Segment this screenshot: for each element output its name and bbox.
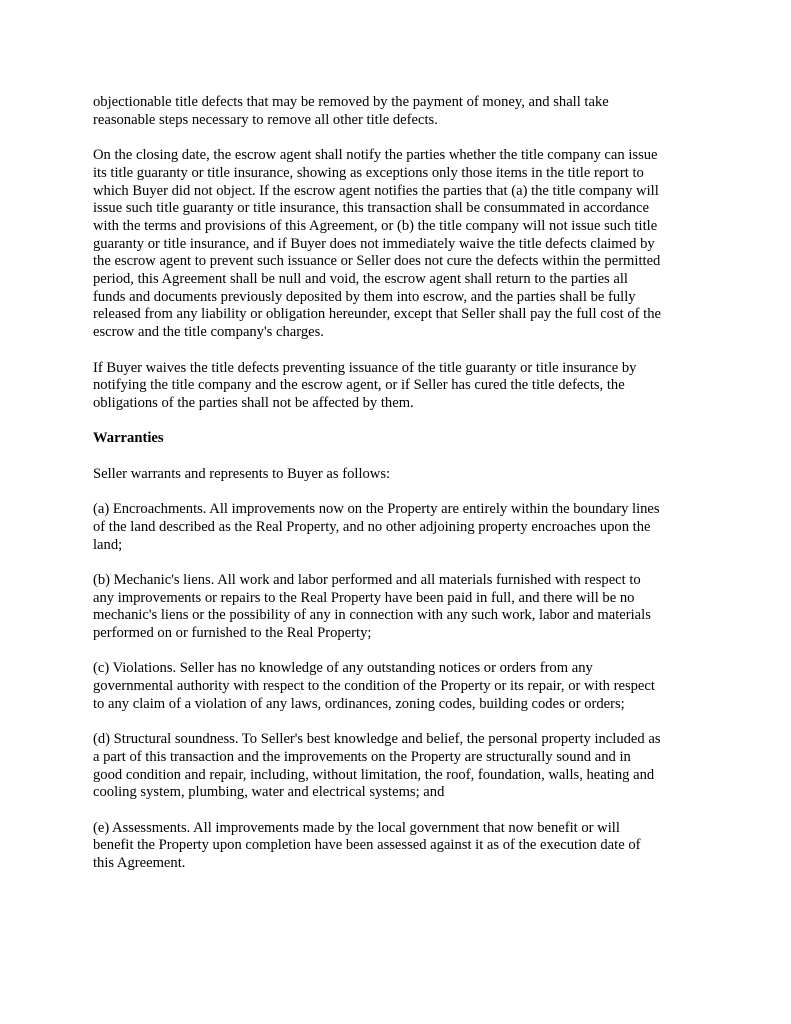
text-line: land; — [93, 536, 123, 553]
paragraph — [93, 466, 713, 484]
text-line: benefit the Property upon completion have been assessed against it as of the execution date of — [93, 837, 641, 854]
paragraph — [93, 501, 713, 554]
heading-text: Warranties — [93, 430, 164, 447]
text-line: mechanic's liens or the possibility of any in connection with any such work, labor and materials — [93, 607, 651, 624]
text-line: funds and documents previously deposited by them into escrow, and the parties shall be fully — [93, 288, 636, 305]
document-body — [93, 94, 713, 890]
text-line: cooling system, plumbing, water and electrical systems; and — [93, 784, 445, 801]
paragraph — [93, 820, 713, 873]
text-line: the escrow agent to prevent such issuance or Seller does not cure the defects within the permitted — [93, 253, 661, 270]
paragraph — [93, 94, 713, 129]
paragraph — [93, 572, 713, 643]
text-line: good condition and repair, including, without limitation, the roof, foundation, walls, heating and — [93, 766, 655, 783]
text-line: governmental authority with respect to the condition of the Property or its repair, or with respect — [93, 678, 655, 695]
text-line: (c) Violations. Seller has no knowledge of any outstanding notices or orders from any — [93, 660, 593, 677]
text-line: objectionable title defects that may be removed by the payment of money, and shall take — [93, 94, 609, 110]
paragraph — [93, 660, 713, 713]
text-line: (a) Encroachments. All improvements now on the Property are entirely within the boundary lines — [93, 501, 660, 518]
text-line: On the closing date, the escrow agent shall notify the parties whether the title company can issue — [93, 147, 658, 164]
text-line: a part of this transaction and the improvements on the Property are structurally sound and in — [93, 748, 631, 765]
paragraph — [93, 360, 713, 413]
section-heading — [93, 430, 713, 448]
text-line: obligations of the parties shall not be affected by them. — [93, 394, 414, 411]
paragraph — [93, 147, 713, 342]
text-line: of the land described as the Real Property, and no other adjoining property encroaches upon the — [93, 518, 651, 535]
text-line: (d) Structural soundness. To Seller's best knowledge and belief, the personal property included as — [93, 731, 661, 748]
text-line: (b) Mechanic's liens. All work and labor performed and all materials furnished with respect to — [93, 571, 641, 588]
text-line: escrow and the title company's charges. — [93, 324, 324, 341]
text-line: which Buyer did not object. If the escrow agent notifies the parties that (a) the title company will — [93, 182, 659, 199]
text-line: performed on or furnished to the Real Property; — [93, 625, 372, 641]
text-line: its title guaranty or title insurance, showing as exceptions only those items in the title report to — [93, 164, 644, 181]
text-line: Seller warrants and represents to Buyer as follows: — [93, 465, 391, 482]
text-line: issue such title guaranty or title insurance, this transaction shall be consummated in accordance — [93, 200, 650, 217]
text-line: to any claim of a violation of any laws, ordinances, zoning codes, building codes or orders; — [93, 695, 625, 712]
text-line: guaranty or title insurance, and if Buyer does not immediately waive the title defects claimed by — [93, 235, 655, 252]
text-line: with the terms and provisions of this Agreement, or (b) the title company will not issue such title — [93, 217, 658, 234]
text-line: If Buyer waives the title defects preventing issuance of the title guaranty or title insurance by — [93, 359, 637, 376]
text-line: any improvements or repairs to the Real Property have been paid in full, and there will be no — [93, 589, 635, 606]
text-line: (e) Assessments. All improvements made by the local government that now benefit or will — [93, 819, 620, 836]
paragraph — [93, 731, 713, 802]
text-line: period, this Agreement shall be null and void, the escrow agent shall return to the parties all — [93, 271, 628, 288]
text-line: released from any liability or obligation hereunder, except that Seller shall pay the full cost of the — [93, 306, 661, 323]
text-line: reasonable steps necessary to remove all other title defects. — [93, 111, 438, 128]
text-line: notifying the title company and the escrow agent, or if Seller has cured the title defects, the — [93, 377, 625, 394]
text-line: this Agreement. — [93, 855, 186, 872]
